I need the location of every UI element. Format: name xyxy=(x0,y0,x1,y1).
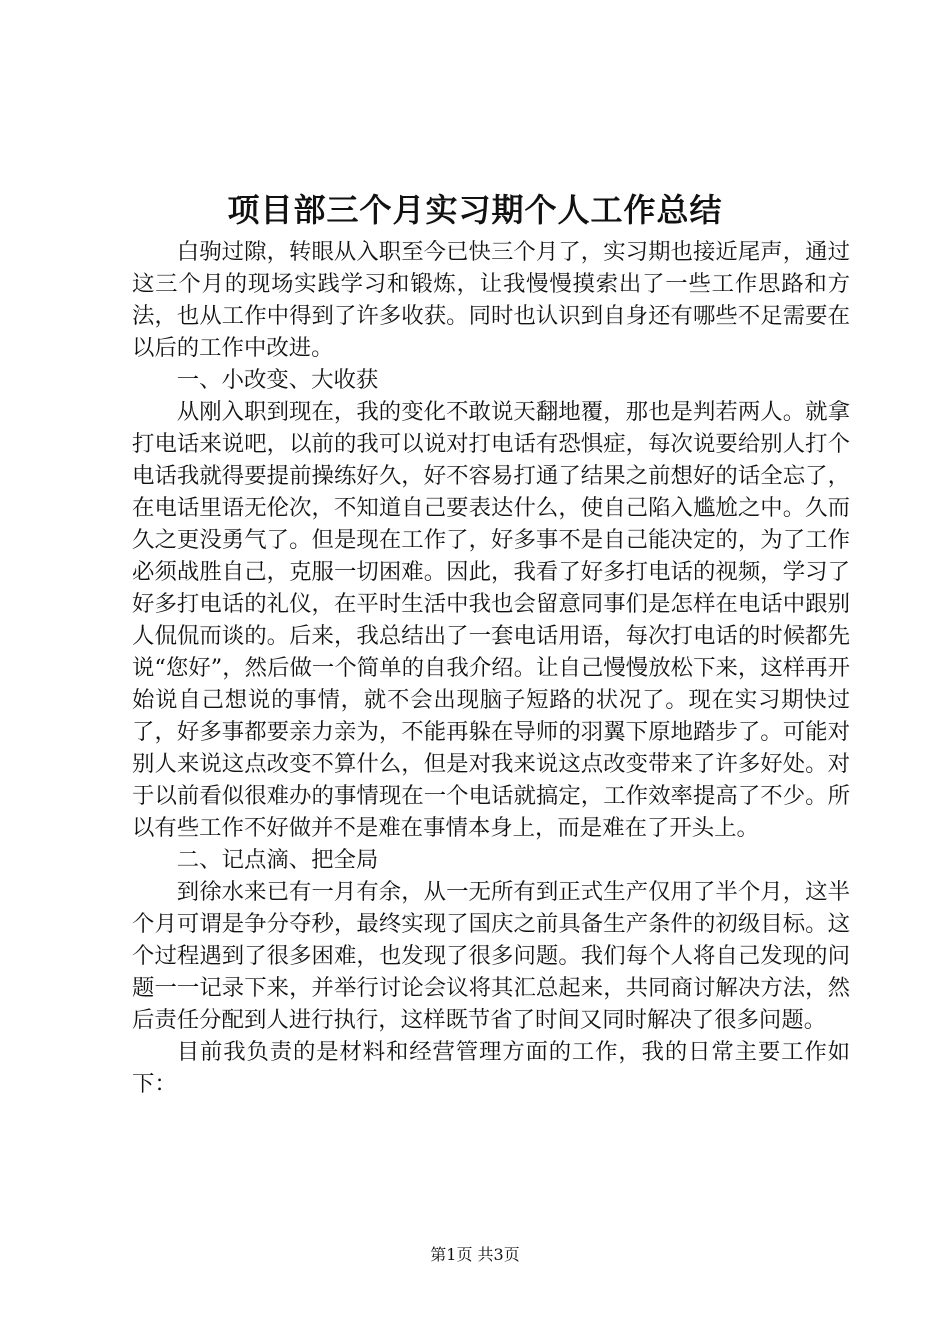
section-heading-2: 二、记点滴、把全局 xyxy=(176,847,379,873)
section-2-paragraph: 到徐水来已有一月有余，从一无所有到正式生产仅用了半个月，这半个月可谓是争分夺秒，最终实现了国庆之前具备生产条件的初级目标。这个过程遇到了很多困难，也发现了很多问题。我们每个人将自己发现的问题一一记录下来，并举行讨论会议将其汇总起来，共同商讨解决方法，然后责任分配到人进行执行，这样既节省了时间又同时解决了很多问题。 xyxy=(132,879,850,1033)
work-intro-paragraph: 目前我负责的是材料和经营管理方面的工作，我的日常主要工作如下： xyxy=(132,1039,850,1097)
document-title: 项目部三个月实习期个人工作总结 xyxy=(227,191,723,229)
section-heading-1: 一、小改变、大收获 xyxy=(176,367,379,393)
section-1-paragraph: 从刚入职到现在，我的变化不敢说天翻地覆，那也是判若两人。就拿打电话来说吧，以前的我可以说对打电话有恐惧症，每次说要给别人打个电话我就得要提前操练好久，好不容易打通了结果之前想好的话全忘了，在电话里语无伦次，不知道自己要表达什么，使自己陷入尴尬之中。久而久之更没勇气了。但是现在工作了，好多事不是自己能决定的，为了工作必须战胜自己，克服一切困难。因此，我看了好多打电话的视频，学习了好多打电话的礼仪，在平时生活中我也会留意同事们是怎样在电话中跟别人侃侃而谈的。后来，我总结出了一套电话用语，每次打电话的时候都先说“您好”，然后做一个简单的自我介绍。让自己慢慢放松下来，这样再开始说自己想说的事情，就不会出现脑子短路的状况了。现在实习期快过了，好多事都要亲力亲为，不能再躲在导师的羽翼下原地踏步了。可能对别人来说这点改变不算什么，但是对我来说这点改变带来了许多好处。对于以前看似很难办的事情现在一个电话就搞定，工作效率提高了不少。所以有些工作不好做并不是难在事情本身上，而是难在了开头上。 xyxy=(132,399,850,841)
document-body xyxy=(132,236,850,1100)
intro-paragraph: 白驹过隙，转眼从入职至今已快三个月了，实习期也接近尾声，通过这三个月的现场实践学习和锻炼，让我慢慢摸索出了一些工作思路和方法，也从工作中得到了许多收获。同时也认识到自身还有哪些不足需要在以后的工作中改进。 xyxy=(132,239,850,361)
page-footer: 第1页 共3页 xyxy=(430,1245,520,1264)
